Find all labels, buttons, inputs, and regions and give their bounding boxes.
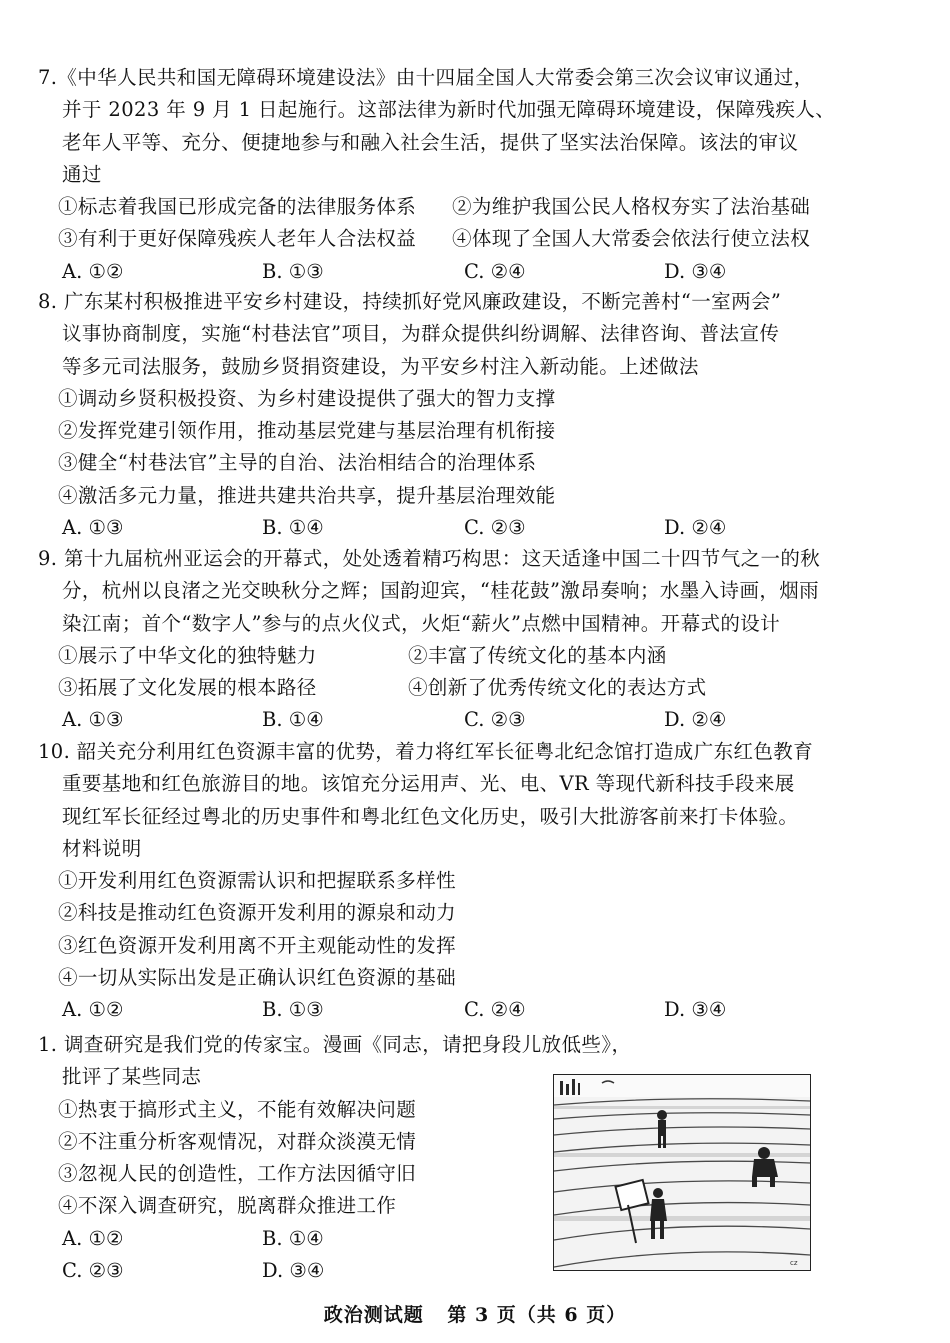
option-4: ④激活多元力量，推进共建共治共享，提升基层治理效能 xyxy=(58,483,556,507)
question-stem xyxy=(38,543,828,640)
option-1: ①调动乡贤积极投资、为乡村建设提供了强大的智力支撑 xyxy=(58,386,556,410)
answer-a: A. ①② xyxy=(62,998,124,1022)
option-row xyxy=(38,672,828,704)
question-stem xyxy=(38,1029,632,1094)
stem-line: 染江南；首个“数字人”参与的点火仪式，火炬“薪火”点燃中国精神。开幕式的设计 xyxy=(62,611,781,635)
answer-b: B. ①④ xyxy=(262,516,324,540)
question-7 xyxy=(38,62,836,288)
option-1: ①标志着我国已形成完备的法律服务体系 xyxy=(58,195,417,219)
option-4: ④一切从实际出发是正确认识红色资源的基础 xyxy=(58,966,457,990)
page-footer xyxy=(0,1300,950,1327)
question-9 xyxy=(38,543,828,737)
question-stem xyxy=(38,62,836,191)
stem-line: 通过 xyxy=(62,162,102,186)
stem-line: 1. 调查研究是我们党的传家宝。漫画《同志，请把身段儿放低些》， xyxy=(38,1033,632,1056)
option-3: ③有利于更好保障残疾人老年人合法权益 xyxy=(58,227,417,251)
stem-line: 议事协商制度，实施“村巷法官”项目，为群众提供纠纷调解、法律咨询、普法宣传 xyxy=(62,322,780,346)
svg-text:cz: cz xyxy=(790,1259,798,1267)
answer-d: D. ②④ xyxy=(664,708,727,732)
answer-c: C. ②④ xyxy=(464,259,526,283)
stem-line: 并于 2023 年 9 月 1 日起施行。这部法律为新时代加强无障碍环境建设，保障残疾人、 xyxy=(62,98,836,122)
answer-c: C. ②③ xyxy=(464,708,526,732)
option-3: ③拓展了文化发展的根本路径 xyxy=(58,676,317,700)
option-1: ①热衷于搞形式主义，不能有效解决问题 xyxy=(58,1097,417,1121)
stem-line: 8. 广东某村积极推进平安乡村建设，持续抓好党风廉政建设，不断完善村“一室两会” xyxy=(38,290,782,313)
answer-a: A. ①② xyxy=(62,1226,124,1250)
stem-line: 等多元司法服务，鼓励乡贤捐资建设，为平安乡村注入新动能。上述做法 xyxy=(62,354,699,378)
option-1: ①开发利用红色资源需认识和把握联系多样性 xyxy=(58,869,457,893)
footer-page-number: 第 3 页（共 6 页） xyxy=(447,1304,627,1326)
answer-b: B. ①④ xyxy=(262,708,324,732)
question-stem xyxy=(38,286,828,383)
stem-line: 老年人平等、充分、便捷地参与和融入社会生活，提供了坚实法治保障。该法的审议 xyxy=(62,130,799,154)
answer-row xyxy=(38,512,828,544)
question-stem xyxy=(38,736,828,865)
answer-d: D. ③④ xyxy=(262,1259,325,1283)
answer-row xyxy=(38,256,828,288)
answer-a: A. ①③ xyxy=(62,516,124,540)
stem-line: 现红军长征经过粤北的历史事件和粤北红色文化历史，吸引大批游客前来打卡体验。 xyxy=(62,804,799,828)
option-row xyxy=(38,191,828,223)
answer-b: B. ①③ xyxy=(262,259,324,283)
answer-row xyxy=(38,994,828,1026)
answer-d: D. ③④ xyxy=(664,259,727,283)
answer-d: D. ②④ xyxy=(664,516,727,540)
answer-a: A. ①② xyxy=(62,259,124,283)
question-8 xyxy=(38,286,828,544)
stem-line: 重要基地和红色旅游目的地。该馆充分运用声、光、电、VR 等现代新科技手段来展 xyxy=(62,772,795,796)
option-2: ②发挥党建引领作用，推动基层党建与基层治理有机衔接 xyxy=(58,419,556,443)
stem-line: 7.《中华人民共和国无障碍环境建设法》由十四届全国人大常委会第三次会议审议通过， xyxy=(38,66,814,89)
answer-c: C. ②③ xyxy=(464,516,526,540)
stem-line: 分，杭州以良渚之光交映秋分之辉；国韵迎宾，“桂花鼓”激昂奏响；水墨入诗画，烟雨 xyxy=(62,579,820,603)
answer-b: B. ①④ xyxy=(262,1226,324,1250)
footer-subject: 政治测试题 xyxy=(323,1304,424,1326)
option-row xyxy=(38,223,828,255)
option-4: ④不深入调查研究，脱离群众推进工作 xyxy=(58,1194,397,1218)
stem-line: 10. 韶关充分利用红色资源丰富的优势，着力将红军长征粤北纪念馆打造成广东红色教育 xyxy=(38,740,814,763)
stem-line: 9. 第十九届杭州亚运会的开幕式，处处透着精巧构思：这天适逢中国二十四节气之一的秋 xyxy=(38,547,821,570)
option-4: ④创新了优秀传统文化的表达方式 xyxy=(408,676,707,700)
option-2: ②为维护我国公民人格权夯实了法治基础 xyxy=(452,195,811,219)
option-3: ③健全“村巷法官”主导的自治、法治相结合的治理体系 xyxy=(58,451,537,475)
option-3: ③忽视人民的创造性，工作方法因循守旧 xyxy=(58,1162,417,1186)
answer-b: B. ①③ xyxy=(262,998,324,1022)
option-2: ②不注重分析客观情况，对群众淡漠无情 xyxy=(58,1129,417,1153)
option-4: ④体现了全国人大常委会依法行使立法权 xyxy=(452,227,811,251)
cartoon-drawing xyxy=(554,1075,810,1270)
answer-row xyxy=(38,704,828,736)
option-1: ①展示了中华文化的独特魅力 xyxy=(58,643,317,667)
stem-line: 批评了某些同志 xyxy=(62,1065,202,1089)
answer-c: C. ②③ xyxy=(62,1259,124,1283)
answer-c: C. ②④ xyxy=(464,998,526,1022)
answer-row xyxy=(38,1255,558,1287)
answer-d: D. ③④ xyxy=(664,998,727,1022)
option-3: ③红色资源开发利用离不开主观能动性的发挥 xyxy=(58,933,457,957)
answer-a: A. ①③ xyxy=(62,708,124,732)
option-row xyxy=(38,640,828,672)
cartoon-illustration xyxy=(553,1074,811,1271)
question-10 xyxy=(38,736,828,1027)
answer-row xyxy=(38,1223,558,1255)
option-2: ②丰富了传统文化的基本内涵 xyxy=(408,643,667,667)
question-11 xyxy=(38,1029,632,1287)
stem-line: 材料说明 xyxy=(62,836,142,860)
option-2: ②科技是推动红色资源开发利用的源泉和动力 xyxy=(58,901,457,925)
